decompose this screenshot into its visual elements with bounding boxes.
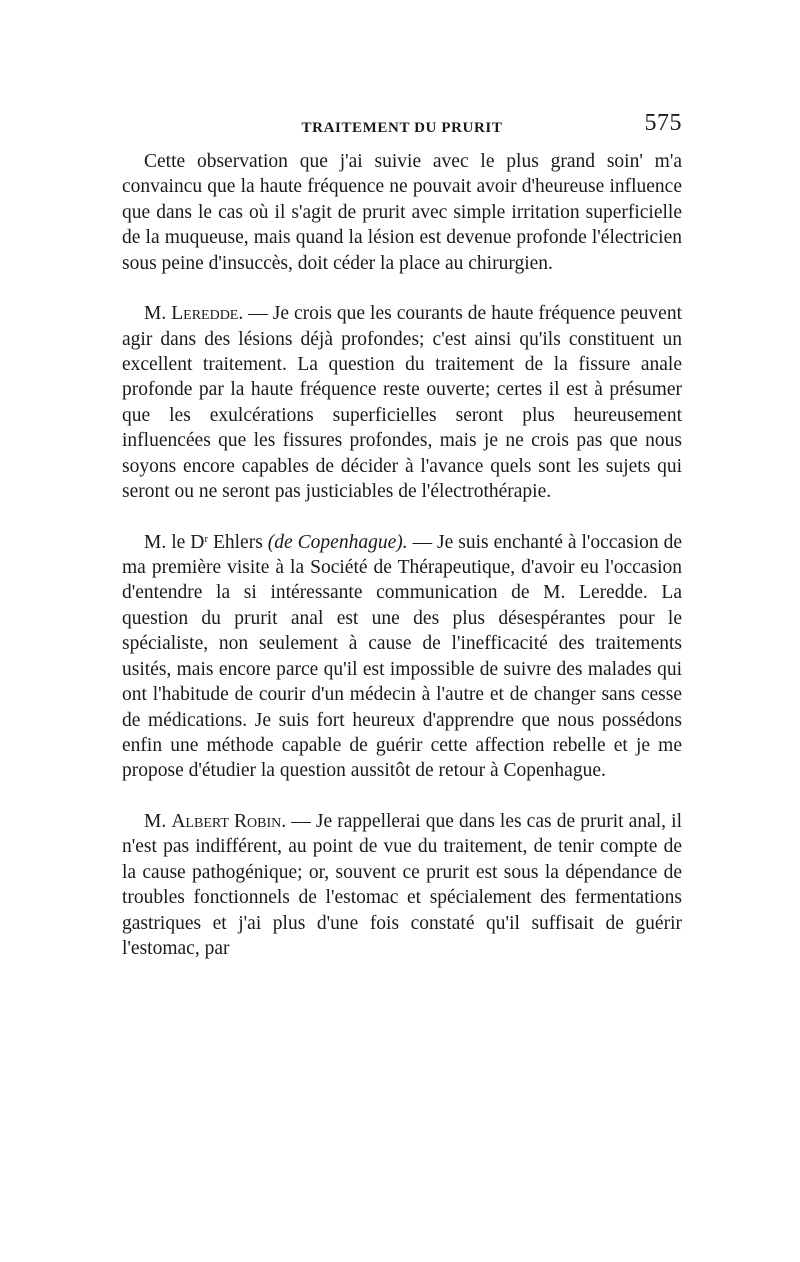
paragraph-text: — Je crois que les courants de haute fréquence peuvent agir dans des lésions déjà profondes; c'est ainsi qu'ils constituent un excellent traitement. La question du traitement de la fissure anale profonde par la haute fréquence reste ouverte; certes il est à présumer que les exulcérations superficielles seront plus heureusement influencées que les fissures profondes, mais je ne crois pas que nous soyons encore capables de décider à l'avance quels sont les sujets qui seront ou ne seront pas justiciables de l'électrothérapie. xyxy=(122,303,683,503)
paragraph-text: — Je rappellerai que dans les cas de prurit anal, il n'est pas indifférent, au point de vue du traitement, de tenir compte de la cause pathogénique; or, souvent ce prurit est sous la dépendance de troubles fonctionnels de l'estomac et spécialement des fermentations gastriques et j'ai plus d'une fois constaté qu'il suffisait de guérir l'estomac, par xyxy=(122,810,682,959)
speaker-name: Ehlers xyxy=(208,531,263,553)
speaker-prefix: M. xyxy=(144,810,167,832)
running-title: TRAITEMENT DU PRURIT xyxy=(301,120,503,136)
page-number: 575 xyxy=(644,110,682,136)
running-header xyxy=(122,110,682,140)
speaker-name: Leredde. xyxy=(171,303,244,325)
speaker-name: Albert Robin. xyxy=(171,810,287,832)
paragraph-text: — Je suis enchanté à l'occasion de ma première visite à la Société de Thérapeutique, d'avoir eu l'occasion d'entendre la si intéressante communication de M. Leredde. La question du prurit anal est une des plus désespérantes pour le spécialiste, non seulement à cause de l'inefficacité des traitements usités, mais encore parce qu'il est impossible de suivre des malades qui ont l'habitude de courir d'un médecin à l'autre et de changer sans cesse de médications. Je suis fort heureux d'apprendre que nous possédons enfin une méthode capable de guérir cette affection rebelle et je me propose d'étudier la question aussitôt de retour à Copenhague. xyxy=(122,531,683,782)
paragraph-observation xyxy=(122,149,682,276)
body-text xyxy=(122,149,682,961)
paragraph-robin xyxy=(122,809,682,961)
speaker-title-superscript: r xyxy=(204,532,208,545)
speaker-prefix: M. xyxy=(144,303,167,325)
paragraph-text: Cette observation que j'ai suivie avec le plus grand soin' m'a convaincu que la haute fréquence ne pouvait avoir d'heureuse influence que dans le cas où il s'agit de prurit avec simple irritation superficielle de la muqueuse, mais quand la lésion est devenue profonde l'électricien sous peine d'insuccès, doit céder la place au chirurgien. xyxy=(122,151,682,274)
paragraph-leredde xyxy=(122,301,682,504)
speaker-prefix: M. le D xyxy=(144,531,205,553)
paragraph-ehlers xyxy=(122,530,682,784)
speaker-affiliation: (de Copenhague). xyxy=(267,531,408,553)
